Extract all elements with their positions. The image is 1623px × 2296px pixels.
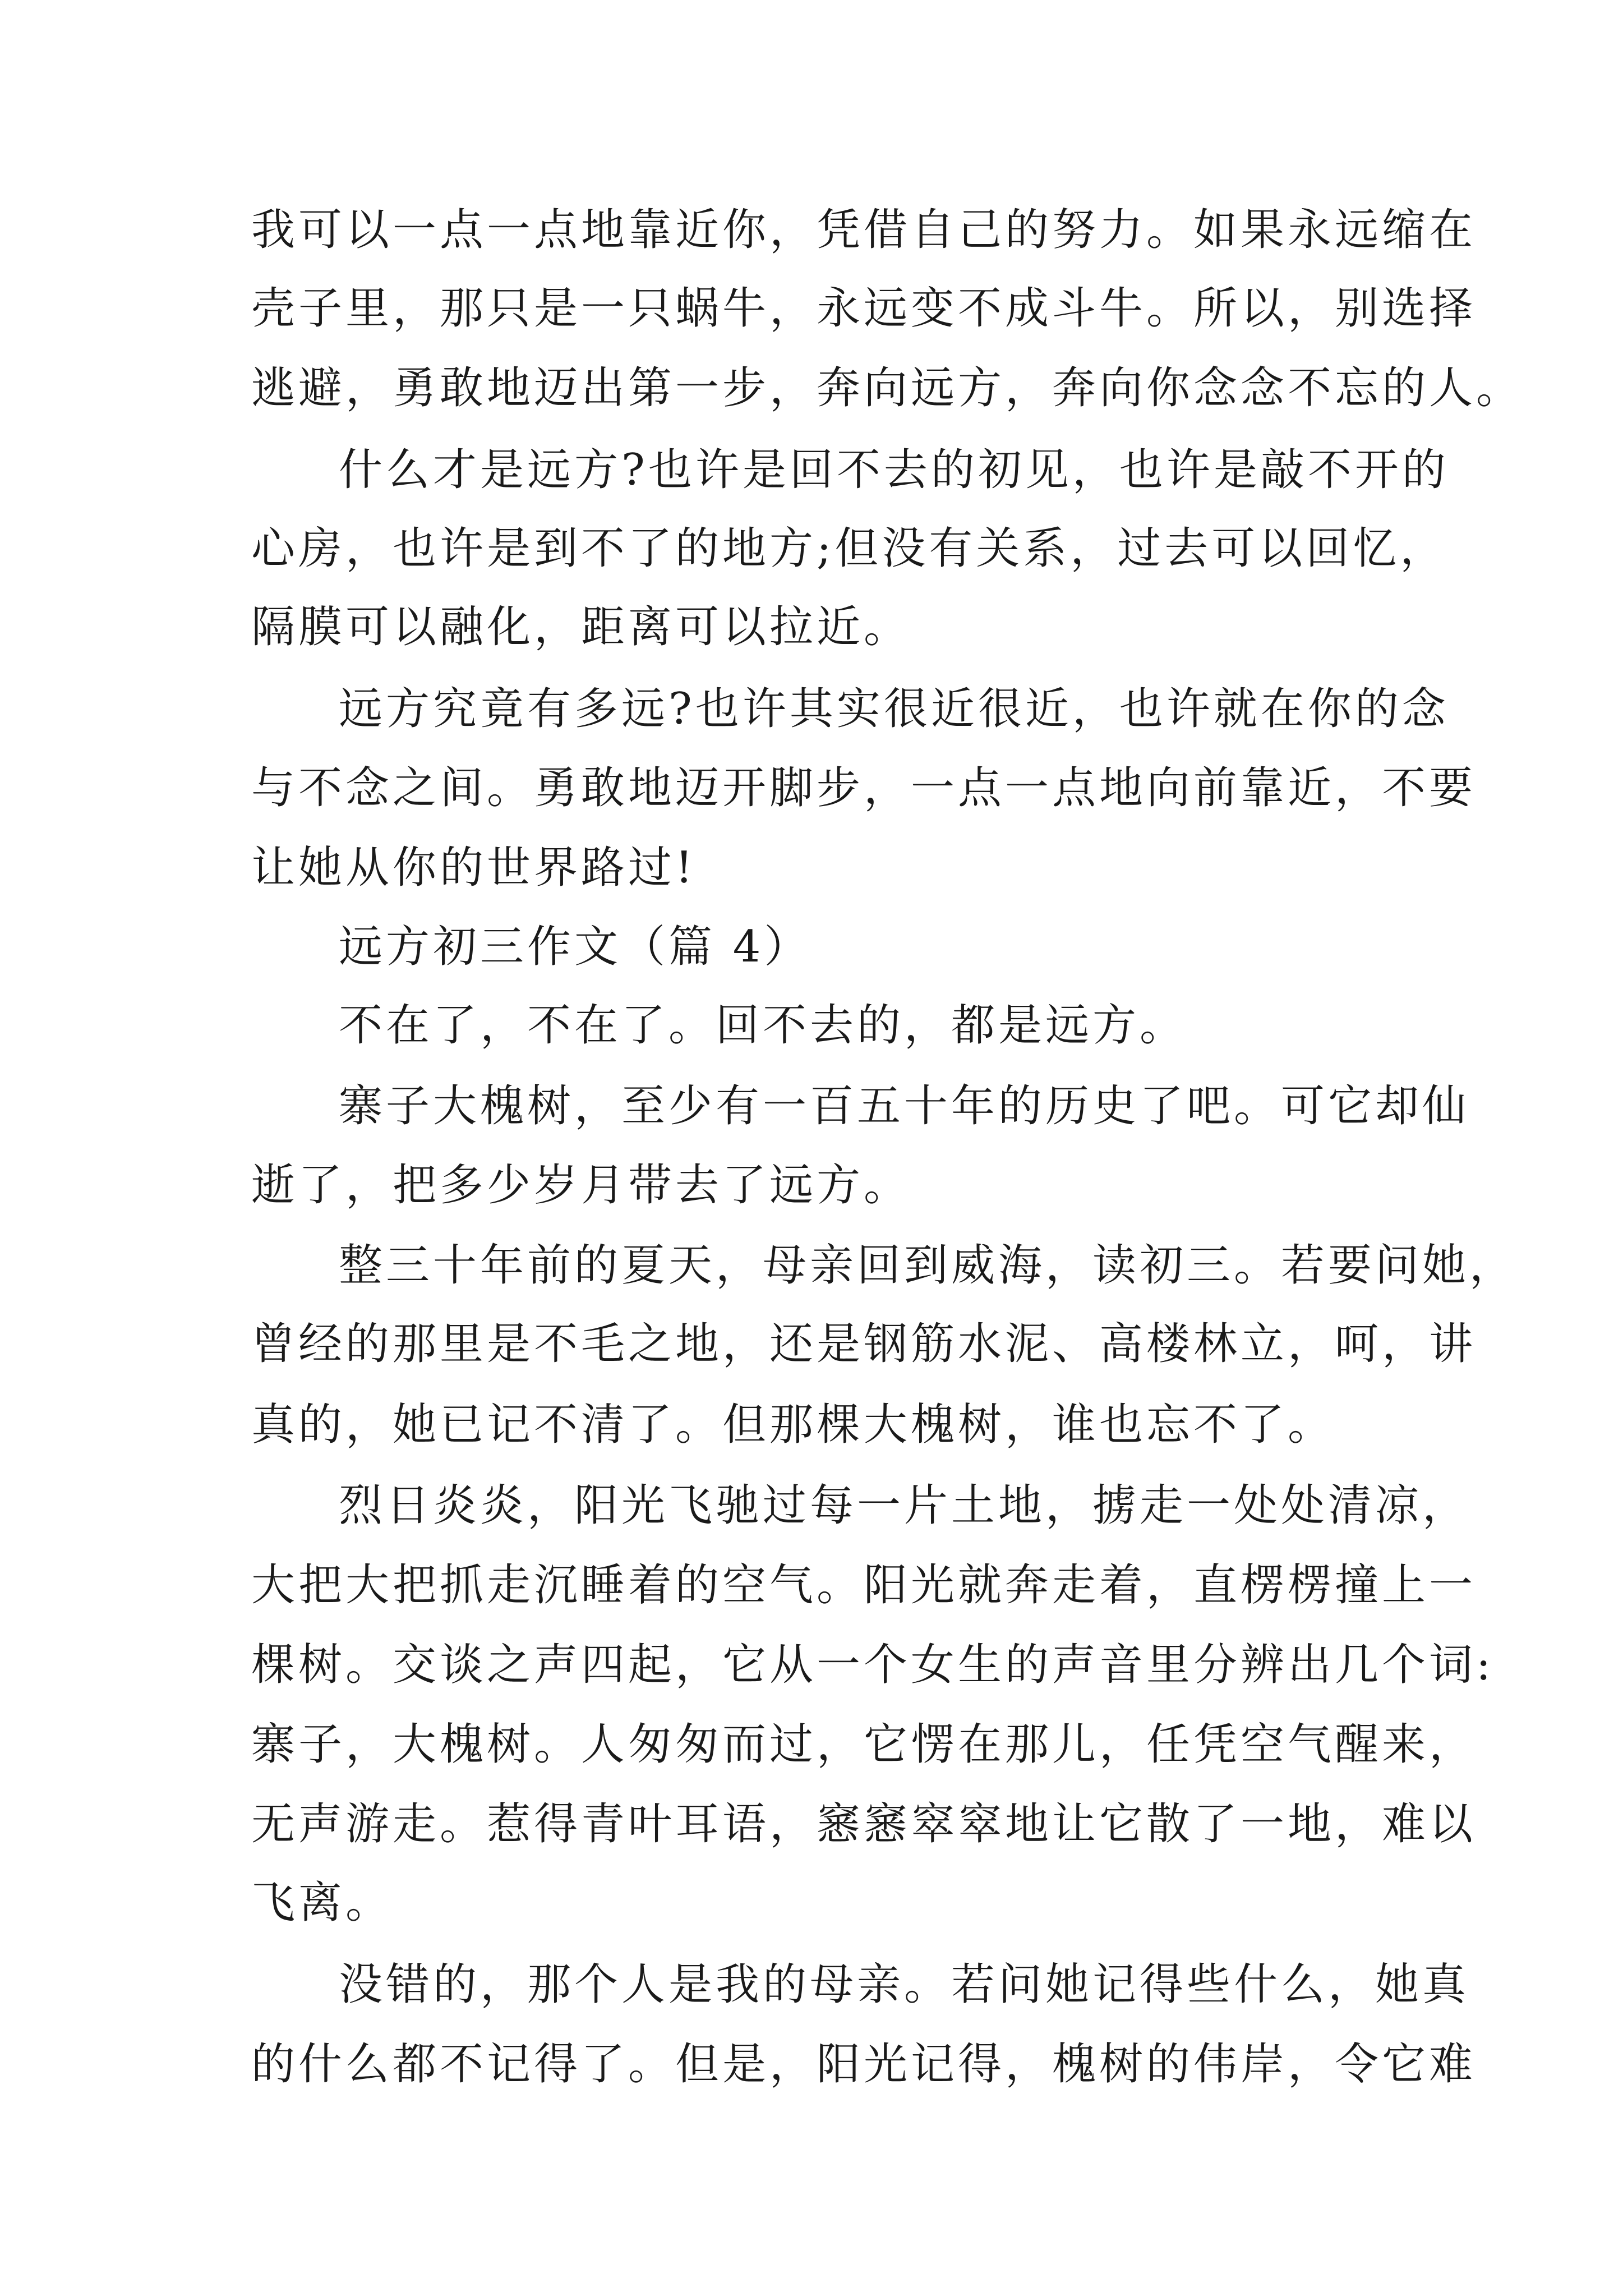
paragraph-first-line: 什么才是远方?也许是回不去的初见，也许是敲不开的 xyxy=(339,445,1449,495)
text-line: 让她从你的世界路过! xyxy=(251,843,697,893)
text-line: 寨子，大槐树。人匆匆而过，它愣在那儿，任凭空气醒来， xyxy=(251,1719,1477,1770)
paragraph-first-line: 没错的，那个人是我的母亲。若问她记得些什么，她真 xyxy=(339,1959,1470,2010)
paragraph-first-line: 寨子大槐树，至少有一百五十年的历史了吧。可它却仙 xyxy=(339,1081,1470,1131)
text-line: 隔膜可以融化，距离可以拉近。 xyxy=(251,602,911,652)
text-line: 大把大把抓走沉睡着的空气。阳光就奔走着，直楞楞撞上一 xyxy=(251,1560,1477,1611)
text-line: 曾经的那里是不毛之地，还是钢筋水泥、高楼林立，呵，讲 xyxy=(251,1319,1477,1369)
text-line: 壳子里，那只是一只蜗牛，永远变不成斗牛。所以，别选择 xyxy=(251,283,1477,334)
text-line: 我可以一点一点地靠近你，凭借自己的努力。如果永远缩在 xyxy=(251,205,1477,255)
paragraph-first-line: 远方究竟有多远?也许其实很近很近，也许就在你的念 xyxy=(339,684,1449,734)
text-line: 飞离。 xyxy=(251,1878,393,1928)
text-line: 逝了，把多少岁月带去了远方。 xyxy=(251,1160,911,1211)
text-line: 与不念之间。勇敢地迈开脚步，一点一点地向前靠近，不要 xyxy=(251,763,1477,813)
text-line: 棵树。交谈之声四起，它从一个女生的声音里分辨出几个词: xyxy=(251,1640,1495,1690)
paragraph-first-line: 不在了，不在了。回不去的，都是远方。 xyxy=(339,1000,1187,1051)
section-heading: 远方初三作文（篇 4） xyxy=(339,922,811,972)
paragraph-first-line: 烈日炎炎，阳光飞驰过每一片土地，掳走一处处清凉， xyxy=(339,1480,1470,1531)
text-line: 心房，也许是到不了的地方;但没有关系，过去可以回忆， xyxy=(251,523,1447,574)
text-line: 的什么都不记得了。但是，阳光记得，槐树的伟岸，令它难 xyxy=(251,2039,1477,2090)
text-line: 真的，她已记不清了。但那棵大槐树，谁也忘不了。 xyxy=(251,1400,1335,1450)
text-line: 无声游走。惹得青叶耳语，窸窸窣窣地让它散了一地，难以 xyxy=(251,1799,1477,1849)
paragraph-first-line: 整三十年前的夏天，母亲回到威海，读初三。若要问她， xyxy=(339,1240,1517,1291)
text-line: 逃避，勇敢地迈出第一步，奔向远方，奔向你念念不忘的人。 xyxy=(251,363,1524,413)
